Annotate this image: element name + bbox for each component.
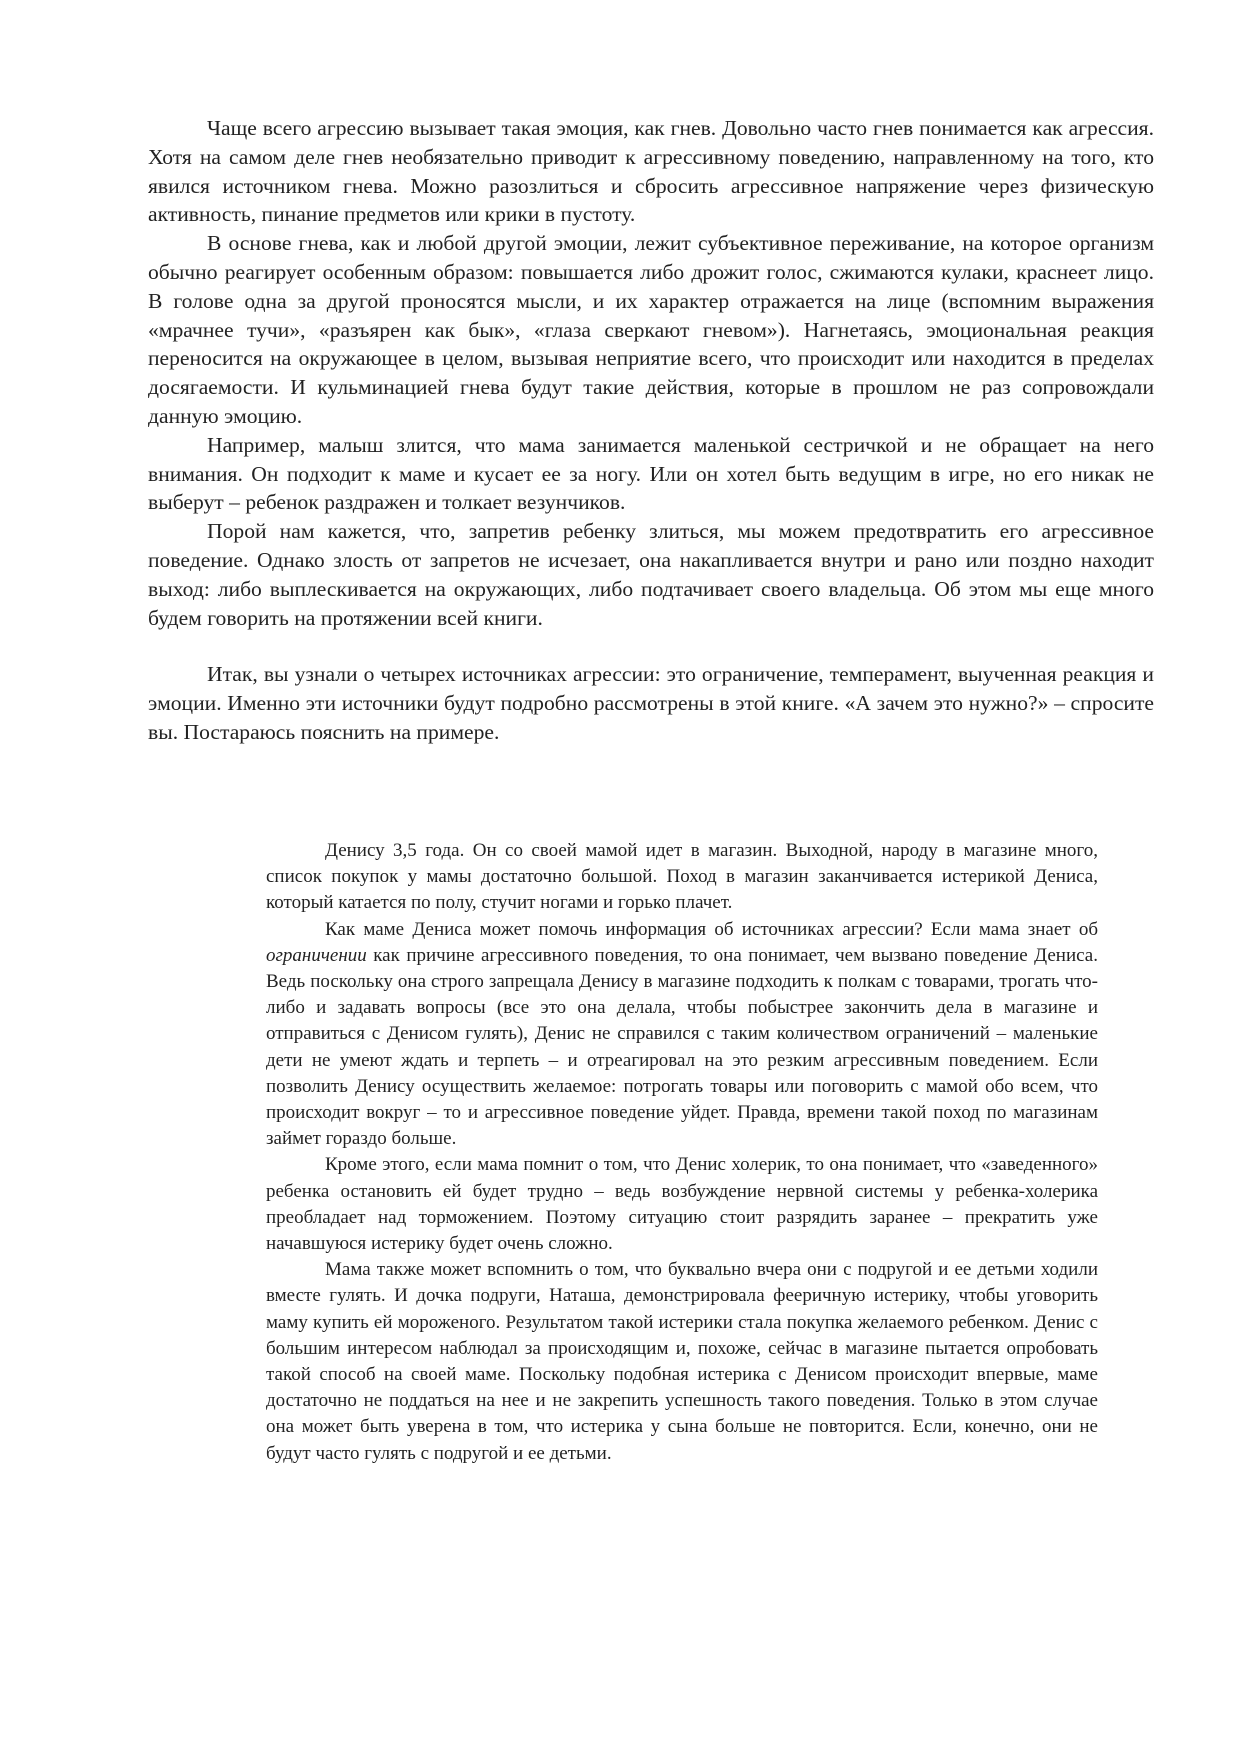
paragraph: Порой нам кажется, что, запретив ребенку злиться, мы можем предотвратить его агрессивное поведение. Однако злость от запретов не исчезает, она накапливается внутри и рано или поздно находит выход: либо выплескивается на окружающих, либо подтачивает своего владельца. Об этом мы еще много будем говорить на протяжении всей книги. [148, 519, 1154, 630]
emphasized-term: ограничении [266, 944, 367, 966]
paragraph: Итак, вы узнали о четырех источниках агрессии: это ограничение, темперамент, выученная реакция и эмоции. Именно эти источники будут подробно рассмотрены в этой книге. «А зачем это нужно?» – спросите вы. Постараюсь пояснить на примере. [148, 662, 1154, 744]
paragraph: Чаще всего агрессию вызывает такая эмоция, как гнев. Довольно часто гнев понимается как агрессия. Хотя на самом деле гнев необязательно приводит к агрессивному поведению, направленному на того, кто явился источником гнева. Можно разозлиться и сбросить агрессивное напряжение через физическую активность, пинание предметов или крики в пустоту. [148, 116, 1154, 227]
example-block [266, 838, 1098, 1467]
example-text: Как маме Дениса может помочь информация об источниках агрессии? Если мама знает об [325, 918, 1098, 940]
example-paragraph: Кроме этого, если мама помнит о том, что Денис холерик, то она понимает, что «заведенного» ребенка остановить ей будет трудно – ведь возбуждение нервной системы у ребенка-холерика преобладает над торможением. Поэтому ситуацию стоит разрядить заранее – прекратить уже начавшуюся истерику будет очень сложно. [266, 1154, 1098, 1255]
paragraph: В основе гнева, как и любой другой эмоции, лежит субъективное переживание, на которое организм обычно реагирует особенным образом: повышается либо дрожит голос, сжимаются кулаки, краснеет лицо. В голове одна за другой проносятся мысли, и их характер отражается на лице (вспомним выражения «мрачнее тучи», «разъярен как бык», «глаза сверкают гневом»). Нагнетаясь, эмоциональная реакция переносится на окружающее в целом, вызывая неприятие всего, что происходит или находится в пределах досягаемости. И кульминацией гнева будут такие действия, которые в прошлом не раз сопровождали данную эмоцию. [148, 231, 1154, 428]
example-paragraph: Мама также может вспомнить о том, что буквально вчера они с подругой и ее детьми ходили вместе гулять. И дочка подруги, Наташа, демонстрировала фееричную истерику, чтобы уговорить маму купить ей мороженого. Результатом такой истерики стала покупка желаемого ребенком. Денис с большим интересом наблюдал за происходящим и, похоже, сейчас в магазине пытается опробовать такой способ на своей маме. Поскольку подобная истерика с Денисом происходит впервые, маме достаточно не поддаться на нее и не закрепить успешность такого поведения. Только в этом случае она может быть уверена в том, что истерика у сына больше не повторится. Если, конечно, они не будут часто гулять с подругой и ее детьми. [266, 1259, 1098, 1464]
example-text: как причине агрессивного поведения, то она понимает, чем вызвано поведение Дениса. Ведь поскольку она строго запрещала Денису в магазине подходить к полкам с товарами, трогать что-либо и задавать вопросы (все это она делала, чтобы побыстрее закончить дела в магазине и отправиться с Денисом гулять), Денис не справился с таким количеством ограничений – маленькие дети не умеют ждать и терпеть – и отреагировал на это резким агрессивным поведением. Если позволить Денису осуществить желаемое: потрогать товары или поговорить с мамой обо всем, что происходит вокруг – то и агрессивное поведение уйдет. Правда, времени такой поход по магазинам займет гораздо больше. [266, 944, 1098, 1150]
paragraph: Например, малыш злится, что мама занимается маленькой сестричкой и не обращает на него внимания. Он подходит к маме и кусает ее за ногу. Или он хотел быть ведущим в игре, но его никак не выберут – ребенок раздражен и толкает везунчиков. [148, 432, 1154, 515]
example-paragraph [266, 917, 1098, 1153]
main-text [148, 114, 1154, 747]
example-paragraph: Денису 3,5 года. Он со своей мамой идет в магазин. Выходной, народу в магазине много, список покупок у мамы достаточно большой. Поход в магазин заканчивается истерикой Дениса, который катается по полу, стучит ногами и горько плачет. [266, 840, 1098, 914]
